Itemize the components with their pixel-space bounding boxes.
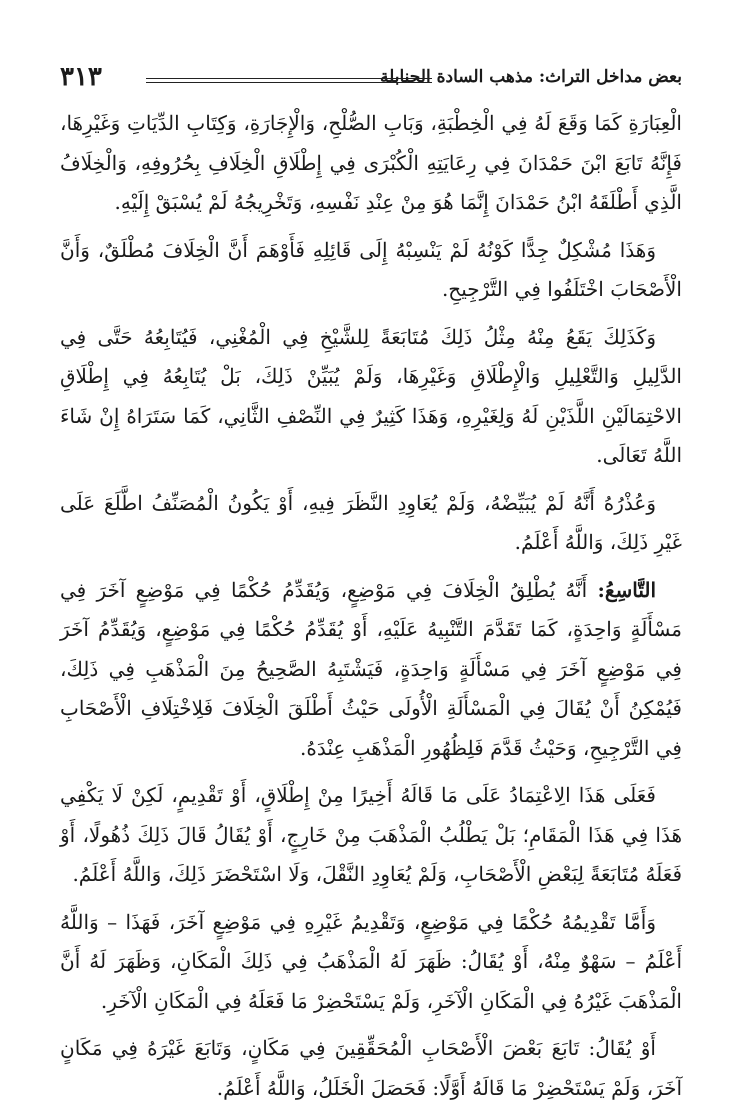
running-title: بعض مداخل التراث: مذهب السادة الحنابلة	[380, 67, 682, 87]
header-rule	[146, 78, 432, 83]
paragraph-6	[60, 776, 682, 895]
body-text	[60, 104, 682, 1108]
section-lead-term: التَّاسِعُ:	[597, 577, 657, 602]
paragraph-4	[60, 484, 682, 563]
page-number: ٣١٣	[60, 62, 102, 92]
paragraph-text: وَهَذَا مُشْكِلٌ جِدًّا كَوْنُهُ لَمْ يَنْسِبْهُ إِلَى قَائِلِهِ فَأَوْهَمَ أَنَّ الْخِلَافَ مُطْلَقٌ، وَأَنَّ الْأَصْحَابَ اخْتَلَفُوا فِي التَّرْجِيحِ.	[60, 237, 682, 301]
paragraph-5	[60, 571, 682, 769]
paragraph-3	[60, 318, 682, 476]
page-header	[60, 58, 682, 92]
paragraph-text: فَعَلَى هَذَا الِاعْتِمَادُ عَلَى مَا قَالَهُ أَخِيرًا مِنْ إِطْلَاقٍ، أَوْ تَقْدِيمٍ، لَكِنْ لَا يَكْفِي هَذَا فِي هَذَا الْمَقَامِ؛ بَلْ يَطْلُبُ الْمَذْهَبَ مِنْ خَارِجٍ، أَوْ يُقَالُ قَالَ ذَلِكَ ذُهُولًا، أَوْ فَعَلَهُ مُتَابَعَةً لِبَعْضِ الْأَصْحَابِ، وَلَمْ يُعَاوِدِ النَّقْلَ، وَلَا اسْتَحْضَرَ ذَلِكَ، وَاللَّهُ أَعْلَمُ.	[60, 783, 682, 886]
paragraph-text: أَنَّهُ يُطْلِقُ الْخِلَافَ فِي مَوْضِعٍ، وَيُقَدِّمُ حُكْمًا فِي مَوْضِعٍ آخَرَ فِي مَسْأَلَةٍ وَاحِدَةٍ، كَمَا تَقَدَّمَ التَّنْبِيهُ عَلَيْهِ، أَوْ يُقَدِّمُ حُكْمًا فِي مَوْضِعٍ، وَيُقَدِّمُ آخَرَ فِي مَوْضِعٍ آخَرَ فِي مَسْأَلَةٍ وَاحِدَةٍ، فَيَشْتَبِهُ الصَّحِيحُ مِنَ الْمَذْهَبِ فِي ذَلِكَ، فَيُمْكِنُ أَنْ يُقَالَ فِي الْمَسْأَلَةِ الْأُولَى حَيْثُ أَطْلَقَ الْخِلَافَ فَلِاخْتِلَافِ الْأَصْحَابِ فِي التَّرْجِيحِ، وَحَيْثُ قَدَّمَ فَلِظُهُورِ الْمَذْهَبِ عِنْدَهُ.	[60, 577, 682, 760]
paragraph-8	[60, 1029, 682, 1108]
paragraph-text: وَأَمَّا تَقْدِيمُهُ حُكْمًا فِي مَوْضِعٍ، وَتَقْدِيمُ غَيْرِهِ فِي مَوْضِعٍ آخَرَ، فَهَذَا – وَاللَّهُ أَعْلَمُ – سَهْوٌ مِنْهُ، أَوْ يُقَالُ: ظَهَرَ لَهُ الْمَذْهَبُ فِي ذَلِكَ الْمَكَانِ، وَظَهَرَ لَهُ أَنَّ الْمَذْهَبَ غَيْرُهُ فِي الْمَكَانِ الْآخَرِ، وَلَمْ يَسْتَحْضِرْ مَا فَعَلَهُ فِي الْمَكَانِ الْآخَرِ.	[60, 909, 682, 1013]
paragraph-text: الْعِبَارَةِ كَمَا وَقَعَ لَهُ فِي الْخِطْبَةِ، وَبَابِ الصُّلْحِ، وَالْإِجَارَةِ، وَكِتَابِ الدِّيَاتِ وَغَيْرِهَا، فَإِنَّهُ تَابَعَ ابْنَ حَمْدَانَ فِي رِعَايَتِهِ الْكُبْرَى فِي إِطْلَاقِ الْخِلَافِ بِحُرُوفِهِ، وَالْخِلَافُ الَّذِي أَطْلَقَهُ ابْنُ حَمْدَانَ إِنَّمَا هُوَ مِنْ عِنْدِ نَفْسِهِ، وَتَخْرِيجُهُ لَمْ يُسْبَقْ إِلَيْهِ.	[60, 111, 682, 214]
paragraph-text: وَكَذَلِكَ يَقَعُ مِنْهُ مِثْلُ ذَلِكَ مُتَابَعَةً لِلشَّيْخِ فِي الْمُغْنِي، فَيُتَابِعُهُ حَتَّى فِي الدَّلِيلِ وَالتَّعْلِيلِ وَالْإِطْلَاقِ وَغَيْرِهَا، وَلَمْ يُبَيِّنْ ذَلِكَ، بَلْ يُتَابِعُهُ فِي إِطْلَاقِ الاحْتِمَالَيْنِ اللَّذَيْنِ لَهُ وَلِغَيْرِهِ، وَهَذَا كَثِيرٌ فِي النِّصْفِ الثَّانِي، كَمَا سَتَرَاهُ إِنْ شَاءَ اللَّهُ تَعَالَى.	[60, 324, 682, 467]
paragraph-2	[60, 231, 682, 310]
paragraph-1	[60, 104, 682, 223]
paragraph-text: وَعُذْرُهُ أَنَّهُ لَمْ يُبَيِّضْهُ، وَلَمْ يُعَاوِدِ النَّظَرَ فِيهِ، أَوْ يَكُونُ الْمُصَنِّفُ اطَّلَعَ عَلَى غَيْرِ ذَلِكَ، وَاللَّهُ أَعْلَمُ.	[60, 490, 682, 554]
paragraph-7	[60, 903, 682, 1022]
paragraph-text: أَوْ يُقَالُ: تَابَعَ بَعْضَ الْأَصْحَابِ الْمُحَقِّقِينَ فِي مَكَانٍ، وَتَابَعَ غَيْرَهُ فِي مَكَانٍ آخَرَ، وَلَمْ يَسْتَحْضِرْ مَا قَالَهُ أَوَّلًا: فَحَصَلَ الْخَلَلُ، وَاللَّهُ أَعْلَمُ.	[60, 1036, 682, 1100]
